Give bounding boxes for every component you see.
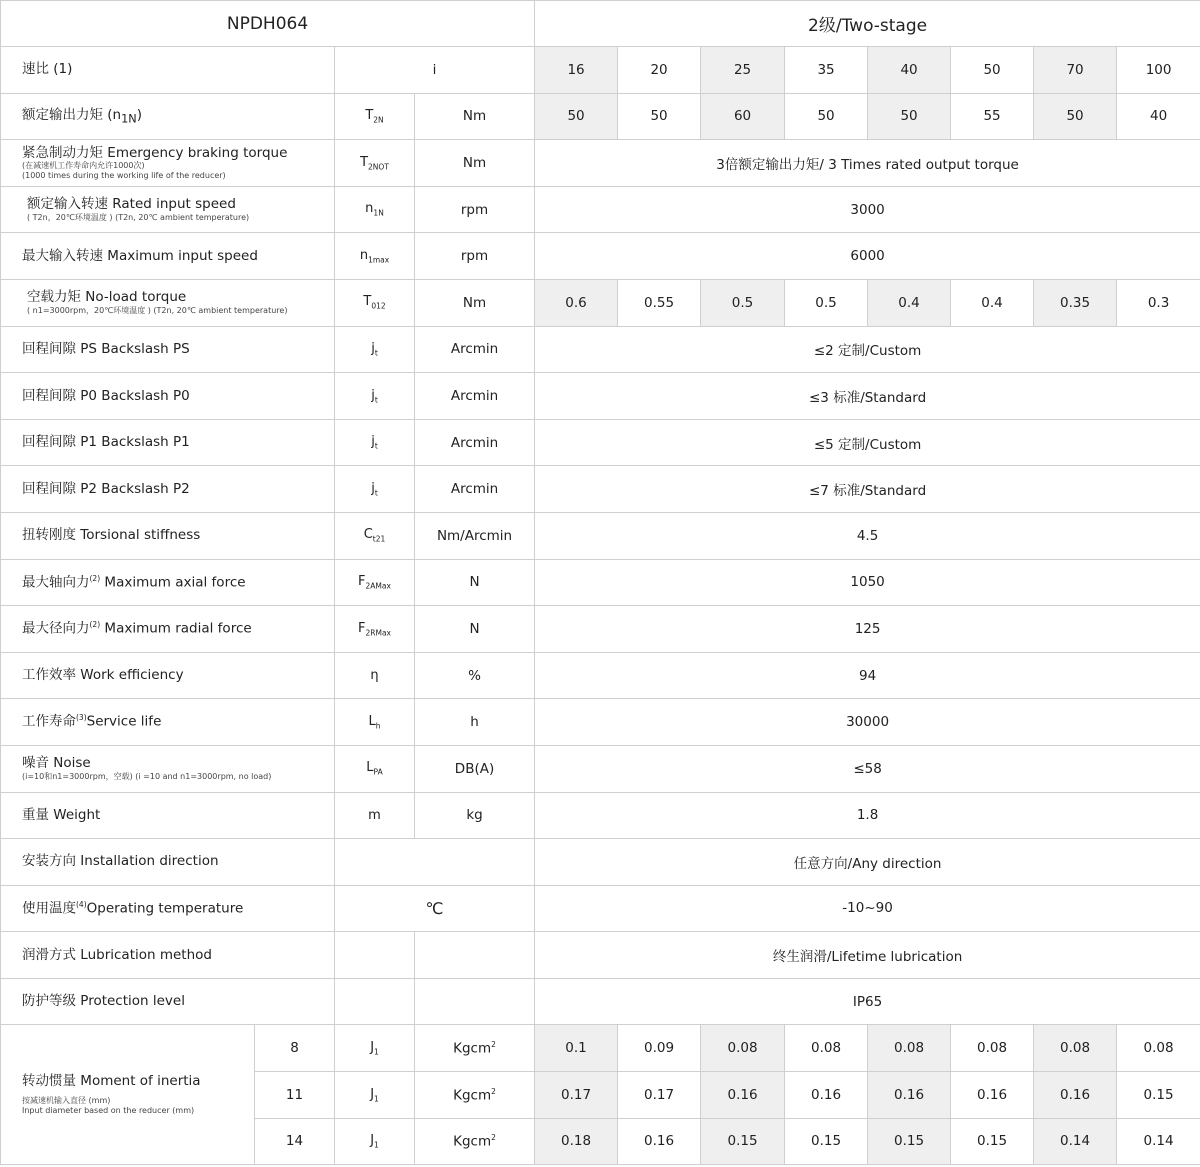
row-unit: Arcmin bbox=[415, 419, 535, 466]
noload-value: 0.35 bbox=[1034, 279, 1117, 326]
torque-value: 50 bbox=[618, 93, 701, 140]
row-label: 回程间隙 PS Backslash PS bbox=[1, 326, 335, 373]
max-speed-row bbox=[1, 233, 1200, 280]
row-symbol: $J_1$ bbox=[335, 1072, 415, 1119]
row-unit: % bbox=[415, 652, 535, 699]
row-symbol: $J_1$ bbox=[335, 1118, 415, 1165]
row-note: ( n1=3000rpm，20℃环境温度 ) (T2n, 20℃ ambient temperature) bbox=[27, 306, 288, 316]
noload-value: 0.4 bbox=[951, 279, 1034, 326]
inertia-value: 0.14 bbox=[1034, 1118, 1117, 1165]
row-value: IP65 bbox=[535, 978, 1200, 1025]
noload-value: 0.5 bbox=[785, 279, 868, 326]
inertia-value: 0.08 bbox=[1034, 1025, 1117, 1072]
row-symbol: $C_{t21}$ bbox=[335, 512, 415, 559]
inertia-value: 0.16 bbox=[701, 1072, 785, 1119]
ratio-value: 20 bbox=[618, 47, 701, 94]
torque-value: 50 bbox=[535, 93, 618, 140]
row-value: 94 bbox=[535, 652, 1200, 699]
noise-row bbox=[1, 745, 1200, 792]
inertia-value: 0.14 bbox=[1117, 1118, 1200, 1165]
ratio-value: 35 bbox=[785, 47, 868, 94]
row-symbol: i bbox=[335, 47, 535, 94]
torque-value: 55 bbox=[951, 93, 1034, 140]
inertia-value: 0.15 bbox=[701, 1118, 785, 1165]
row-unit: Nm bbox=[415, 279, 535, 326]
inertia-value: 0.16 bbox=[1034, 1072, 1117, 1119]
row-symbol: $T_{012}$ bbox=[335, 279, 415, 326]
inertia-value: 0.08 bbox=[1117, 1025, 1200, 1072]
row-unit: rpm bbox=[415, 186, 535, 233]
row-symbol: $j_t$ bbox=[335, 466, 415, 513]
row-value: 任意方向/Any direction bbox=[535, 839, 1200, 886]
row-unit: N bbox=[415, 606, 535, 653]
row-unit: Kgcm$^2$ bbox=[415, 1072, 535, 1119]
row-unit: Nm bbox=[415, 140, 535, 187]
ratio-value: 40 bbox=[868, 47, 951, 94]
rated-speed-row bbox=[1, 186, 1200, 233]
radial-force-row bbox=[1, 606, 1200, 653]
inertia-value: 0.18 bbox=[535, 1118, 618, 1165]
row-label: 最大输入转速 Maximum input speed bbox=[1, 233, 335, 280]
axial-force-row bbox=[1, 559, 1200, 606]
row-value: 终生润滑/Lifetime lubrication bbox=[535, 932, 1200, 979]
noload-value: 0.55 bbox=[618, 279, 701, 326]
row-unit: rpm bbox=[415, 233, 535, 280]
noload-value: 0.4 bbox=[868, 279, 951, 326]
inertia-value: 0.16 bbox=[868, 1072, 951, 1119]
row-value: ≤7 标准/Standard bbox=[535, 466, 1200, 513]
row-label: 安装方向 Installation direction bbox=[1, 839, 335, 886]
row-label: 噪音 Noise (i=10和n1=3000rpm，空载) (i =10 and n1=3000rpm, no load) bbox=[1, 745, 335, 792]
lubrication-row bbox=[1, 932, 1200, 979]
row-label: 重量 Weight bbox=[1, 792, 335, 839]
row-symbol: $j_t$ bbox=[335, 326, 415, 373]
backlash-p1-row bbox=[1, 419, 1200, 466]
row-symbol: $n_{1max}$ bbox=[335, 233, 415, 280]
row-value: 1.8 bbox=[535, 792, 1200, 839]
inertia-value: 0.1 bbox=[535, 1025, 618, 1072]
stage-header: 2级/Two-stage bbox=[535, 1, 1200, 47]
row-value: 1050 bbox=[535, 559, 1200, 606]
input-diameter: 11 bbox=[255, 1072, 335, 1119]
inertia-value: 0.08 bbox=[701, 1025, 785, 1072]
row-value: 3倍额定输出力矩/ 3 Times rated output torque bbox=[535, 140, 1200, 187]
backlash-ps-row bbox=[1, 326, 1200, 373]
temperature-row bbox=[1, 885, 1200, 932]
torque-value: 40 bbox=[1117, 93, 1200, 140]
row-symbol: $L_{PA}$ bbox=[335, 745, 415, 792]
ratio-row bbox=[1, 47, 1200, 94]
row-label: 防护等级 Protection level bbox=[1, 978, 335, 1025]
noload-value: 0.3 bbox=[1117, 279, 1200, 326]
input-diameter: 14 bbox=[255, 1118, 335, 1165]
protection-row bbox=[1, 978, 1200, 1025]
inertia-value: 0.08 bbox=[785, 1025, 868, 1072]
row-value: ≤5 定制/Custom bbox=[535, 419, 1200, 466]
row-symbol bbox=[335, 839, 535, 886]
inertia-value: 0.17 bbox=[535, 1072, 618, 1119]
row-symbol: $j_t$ bbox=[335, 419, 415, 466]
stiffness-row bbox=[1, 512, 1200, 559]
row-note: Input diameter based on the reducer (mm) bbox=[22, 1106, 195, 1116]
row-note: (在减速机工作寿命内允许1000次) bbox=[22, 161, 145, 171]
row-value: -10~90 bbox=[535, 885, 1200, 932]
model-header: NPDH064 bbox=[1, 1, 535, 47]
weight-row bbox=[1, 792, 1200, 839]
row-unit: Arcmin bbox=[415, 466, 535, 513]
inertia-value: 0.16 bbox=[785, 1072, 868, 1119]
emergency-torque-row bbox=[1, 140, 1200, 187]
backlash-p2-row bbox=[1, 466, 1200, 513]
row-symbol: $T_{2NOT}$ bbox=[335, 140, 415, 187]
row-value: 3000 bbox=[535, 186, 1200, 233]
inertia-value: 0.15 bbox=[1117, 1072, 1200, 1119]
row-symbol: $F_{2RMax}$ bbox=[335, 606, 415, 653]
row-unit: DB(A) bbox=[415, 745, 535, 792]
input-diameter: 8 bbox=[255, 1025, 335, 1072]
row-value: 4.5 bbox=[535, 512, 1200, 559]
row-symbol: $L_h$ bbox=[335, 699, 415, 746]
row-unit: Nm bbox=[415, 93, 535, 140]
service-life-row bbox=[1, 699, 1200, 746]
row-symbol bbox=[335, 978, 415, 1025]
inertia-row bbox=[1, 1025, 1200, 1072]
ratio-value: 16 bbox=[535, 47, 618, 94]
efficiency-row bbox=[1, 652, 1200, 699]
row-unit: Nm/Arcmin bbox=[415, 512, 535, 559]
row-label: 最大轴向力$^{(2)}$ Maximum axial force bbox=[1, 559, 335, 606]
ratio-value: 70 bbox=[1034, 47, 1117, 94]
torque-value: 50 bbox=[1034, 93, 1117, 140]
row-unit: ℃ bbox=[335, 885, 535, 932]
row-unit: kg bbox=[415, 792, 535, 839]
row-symbol: $F_{2AMax}$ bbox=[335, 559, 415, 606]
row-symbol bbox=[335, 932, 415, 979]
row-note: ( T2n，20℃环境温度 ) (T2n, 20℃ ambient temperature) bbox=[27, 213, 250, 223]
row-value: 6000 bbox=[535, 233, 1200, 280]
noload-value: 0.6 bbox=[535, 279, 618, 326]
inertia-label: 转动惯量 Moment of inertia 按减速机输入直径 (mm) Input diameter based on the reducer (mm) bbox=[1, 1025, 255, 1165]
row-label: 回程间隙 P1 Backslash P1 bbox=[1, 419, 335, 466]
inertia-value: 0.17 bbox=[618, 1072, 701, 1119]
row-unit: Arcmin bbox=[415, 373, 535, 420]
row-label: 回程间隙 P0 Backslash P0 bbox=[1, 373, 335, 420]
row-unit: Kgcm$^2$ bbox=[415, 1118, 535, 1165]
torque-value: 50 bbox=[868, 93, 951, 140]
row-value: ≤2 定制/Custom bbox=[535, 326, 1200, 373]
inertia-value: 0.16 bbox=[951, 1072, 1034, 1119]
row-note: (i=10和n1=3000rpm，空载) (i =10 and n1=3000rpm, no load) bbox=[22, 772, 272, 782]
row-note: (1000 times during the working life of the reducer) bbox=[22, 171, 226, 181]
inertia-value: 0.15 bbox=[951, 1118, 1034, 1165]
row-symbol: $T_{2N}$ bbox=[335, 93, 415, 140]
row-label: 工作效率 Work efficiency bbox=[1, 652, 335, 699]
row-value: 30000 bbox=[535, 699, 1200, 746]
row-symbol: $n_{1N}$ bbox=[335, 186, 415, 233]
row-label: 额定输入转速 Rated input speed ( T2n，20℃环境温度 ) (T2n, 20℃ ambient temperature) bbox=[1, 186, 335, 233]
row-symbol: $j_t$ bbox=[335, 373, 415, 420]
row-value: ≤58 bbox=[535, 745, 1200, 792]
row-label: 润滑方式 Lubrication method bbox=[1, 932, 335, 979]
inertia-value: 0.09 bbox=[618, 1025, 701, 1072]
row-symbol: m bbox=[335, 792, 415, 839]
installation-row bbox=[1, 839, 1200, 886]
inertia-value: 0.16 bbox=[618, 1118, 701, 1165]
row-label: 回程间隙 P2 Backslash P2 bbox=[1, 466, 335, 513]
inertia-value: 0.15 bbox=[868, 1118, 951, 1165]
row-unit: Arcmin bbox=[415, 326, 535, 373]
row-unit bbox=[415, 978, 535, 1025]
row-label: 使用温度$^{(4)}$Operating temperature bbox=[1, 885, 335, 932]
row-symbol: η bbox=[335, 652, 415, 699]
row-label: 最大径向力$^{(2)}$ Maximum radial force bbox=[1, 606, 335, 653]
row-value: ≤3 标准/Standard bbox=[535, 373, 1200, 420]
row-note: 按减速机输入直径 (mm) bbox=[22, 1096, 111, 1106]
row-unit bbox=[415, 932, 535, 979]
row-label: 速比 (1) bbox=[1, 47, 335, 94]
row-label: 扭转刚度 Torsional stiffness bbox=[1, 512, 335, 559]
backlash-p0-row bbox=[1, 373, 1200, 420]
row-unit: Kgcm$^2$ bbox=[415, 1025, 535, 1072]
row-label: 空载力矩 No-load torque ( n1=3000rpm，20℃环境温度 ) (T2n, 20℃ ambient temperature) bbox=[1, 279, 335, 326]
row-label: 工作寿命$^{(3)}$Service life bbox=[1, 699, 335, 746]
inertia-value: 0.08 bbox=[951, 1025, 1034, 1072]
torque-value: 60 bbox=[701, 93, 785, 140]
torque-value: 50 bbox=[785, 93, 868, 140]
noload-value: 0.5 bbox=[701, 279, 785, 326]
ratio-value: 50 bbox=[951, 47, 1034, 94]
ratio-value: 25 bbox=[701, 47, 785, 94]
row-value: 125 bbox=[535, 606, 1200, 653]
row-unit: h bbox=[415, 699, 535, 746]
row-symbol: $J_1$ bbox=[335, 1025, 415, 1072]
inertia-value: 0.08 bbox=[868, 1025, 951, 1072]
inertia-value: 0.15 bbox=[785, 1118, 868, 1165]
rated-torque-row bbox=[1, 93, 1200, 140]
row-label: 紧急制动力矩 Emergency braking torque (在减速机工作寿命内允许1000次) (1000 times during the working life of the reducer) bbox=[1, 140, 335, 187]
row-label: 额定输出力矩 $(n_{1N})$ bbox=[1, 93, 335, 140]
ratio-value: 100 bbox=[1117, 47, 1200, 94]
row-unit: N bbox=[415, 559, 535, 606]
noload-torque-row bbox=[1, 279, 1200, 326]
